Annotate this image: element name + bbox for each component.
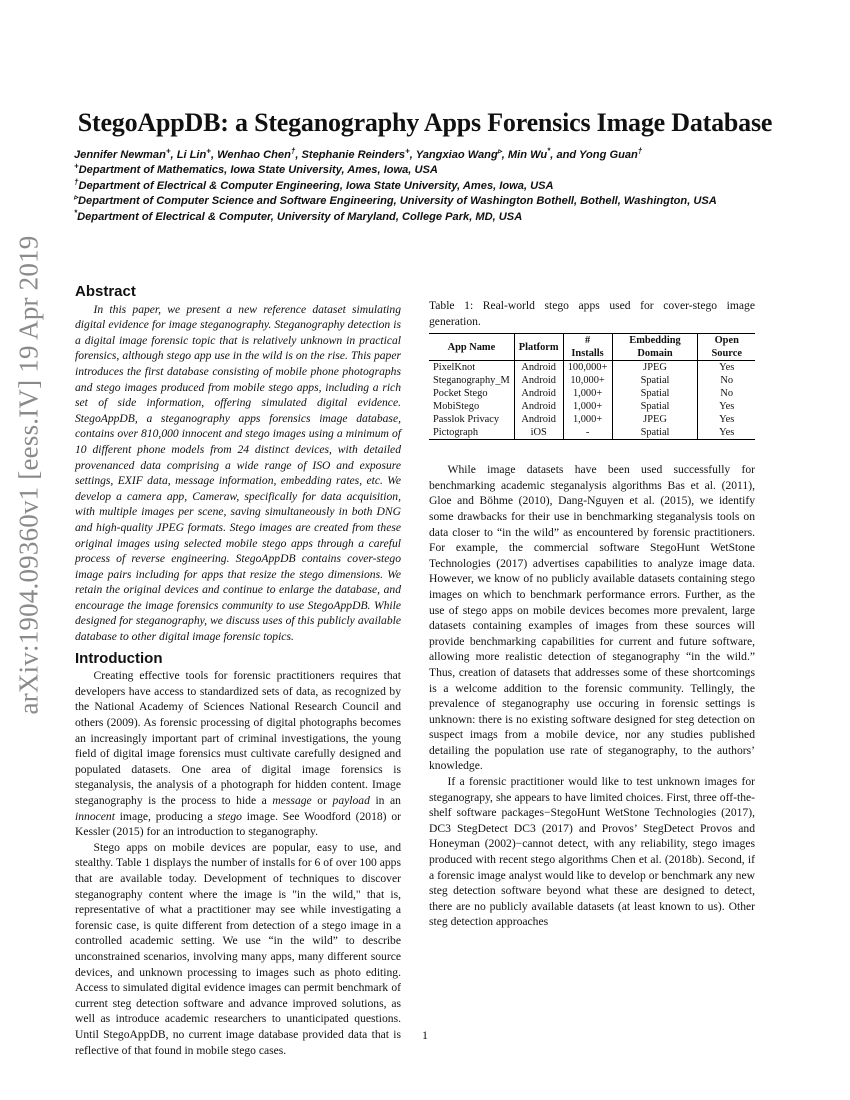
table-cell: Pocket Stego bbox=[433, 388, 488, 400]
table-cell: Spatial bbox=[612, 374, 698, 387]
table-row bbox=[429, 361, 755, 375]
left-column bbox=[75, 284, 401, 1058]
author-mark: * bbox=[547, 146, 551, 156]
table-cell: Yes bbox=[698, 426, 755, 440]
table-header-cell: App Name bbox=[447, 341, 496, 353]
affiliation-text: Department of Electrical & Computer, University of Maryland, College Park, MD, USA bbox=[77, 210, 523, 223]
affiliation-mark: * bbox=[74, 207, 78, 217]
author-mark: ▹ bbox=[497, 146, 502, 156]
page-number: 1 bbox=[422, 1028, 428, 1042]
author-mark: † bbox=[637, 146, 643, 156]
table-cell: 1,000+ bbox=[563, 387, 612, 400]
intro-text: image. See Woodford (2018) or Kessler (2015) for an introduction to steganography. bbox=[75, 809, 401, 839]
author-name: Stephanie Reinders bbox=[301, 149, 406, 161]
author-name: Wenhao Chen bbox=[217, 149, 291, 161]
table-cell: Passlok Privacy bbox=[433, 414, 500, 426]
author-name: Yangxiao Wang bbox=[415, 149, 498, 161]
right-column bbox=[429, 288, 755, 930]
author-block bbox=[74, 148, 794, 225]
table-cell: Yes bbox=[698, 413, 755, 426]
abstract-text: In this paper, we present a new reference dataset simulating digital evidence for image steganography. Steganography detection is a digital image forensic topic that is relatively unknown in practical forensics, although stego app use in the wild is on the rise. This paper introduces the first database consisting of mobile phone photographs and stego images produced from mobile stego apps, including a rich set of side information, offering simulated digital evidence. StegoAppDB, a steganography apps forensics image database, contains over 810,000 innocent and stego images using a minimum of 10 different phone models from 24 distinct devices, with detailed provenanced data comprising a wide range of ISO and exposure settings, EXIF data, message information, embedding rates, etc. We develop a camera app, Cameraw, specifically for data acquisition, with multiple images per scene, saving simultaneously in both DNG and high-quality JPEG formats. Stego images are created from these original images using selected mobile stego apps through a careful process of reverse engineering. StegoAppDB contains cover-stego image pairs including for apps that resize the stego dimensions. We retain the original devices and continue to enlarge the database, and encourage the image forensics community to use StegoAppDB. While designed for steganography, we discuss uses of this publicly available database to other digital image forensic topics. bbox=[75, 302, 401, 644]
table-row bbox=[429, 374, 755, 387]
table-header-cell: # Installs bbox=[563, 334, 612, 361]
intro-text: or bbox=[311, 794, 333, 807]
affiliation-mark: ▹ bbox=[74, 192, 79, 202]
author-name: Min Wu bbox=[507, 149, 548, 161]
affiliation bbox=[74, 194, 794, 209]
stego-apps-table bbox=[429, 333, 755, 440]
affiliation-text: Department of Electrical & Computer Engineering, Iowa State University, Ames, Iowa, USA bbox=[78, 179, 554, 192]
table-cell: JPEG bbox=[612, 361, 698, 375]
intro-term: innocent bbox=[75, 809, 115, 823]
affiliation bbox=[74, 207, 794, 225]
table-cell: iOS bbox=[514, 426, 563, 440]
table-header-row bbox=[429, 334, 755, 361]
intro-text: in an bbox=[369, 794, 401, 807]
affiliation-mark: + bbox=[74, 161, 79, 171]
intro-term: message bbox=[272, 794, 312, 807]
table-cell: Android bbox=[514, 361, 563, 375]
affiliation-text: Department of Computer Science and Software Engineering, University of Washington Bothell, Bothell, Washington, USA bbox=[78, 195, 717, 208]
author-mark: + bbox=[405, 146, 410, 156]
table-cell: 1,000+ bbox=[563, 400, 612, 413]
author-mark: + bbox=[165, 146, 171, 156]
table-row bbox=[429, 400, 755, 413]
table-cell: Android bbox=[514, 387, 563, 400]
table-cell: Spatial bbox=[612, 426, 698, 440]
affiliation bbox=[74, 179, 794, 194]
table-cell: 10,000+ bbox=[563, 374, 612, 387]
table-cell: - bbox=[563, 426, 612, 440]
arxiv-stamp bbox=[0, 0, 58, 1100]
author-list: Jennifer Newman+, Li Lin+, Wenhao Chen†, Stephanie Reinders+, Yangxiao Wang▹, Min Wu*, and Yong Guan† bbox=[74, 146, 643, 161]
intro-text: Creating effective tools for forensic practitioners requires that developers have access to standardized sets of data, as recognized by the National Academy of Sciences National Research Council and others (2009). As forensic processing of digital photographs becomes an increasingly important part of criminal investigations, the young field of digital image forensics must cultivate carefully designed and populated datasets. One area of digital image forensics is steganalysis, the analysis of a photograph for hidden content. Image steganography is the process to hide a bbox=[75, 669, 401, 807]
table-header-cell: Open Source bbox=[698, 334, 755, 361]
intro-paragraph: While image datasets have been used successfully for benchmarking academic steganalysis algorithms Bas et al. (2011), Gloe and Böhme (2010), Dang-Nguyen et al. (2015), we identify some drawbacks for their use in benchmarking steganalysis tools on data closer to “in the wild” as encountered by forensic practitioners. For example, the commercial software StegoHunt WetStone Technologies (2017) advertises capabilities to analyze image data. However, we know of no publicly available datasets containing stego images on which to benchmark performance errors. Further, as the use of stego apps on mobile devices becomes more prevalent, large datasets containing examples of images from these sources will provide benchmarking capabilities for current and future software, allowing more realistic detection of steganography “in the wild.” Thus, creation of datasets that addresses some of these shortcomings is a welcome addition to the forensic community. Tellingly, the prevalence of steganography use occuring in forensic settings is unknown: there is no existing software designed for steg detection on suspect imags from a mobile device, nor any studies published detailing the population use rate of steganography, to the authors’ knowledge. bbox=[429, 463, 755, 773]
table-cell: Android bbox=[514, 413, 563, 426]
intro-text: image, producing a bbox=[114, 809, 218, 823]
introduction-heading: Introduction bbox=[75, 649, 163, 667]
abstract-heading: Abstract bbox=[75, 283, 136, 300]
author-name: Li Lin bbox=[176, 149, 207, 161]
affiliation-mark: † bbox=[74, 177, 79, 187]
author-name: Jennifer Newman bbox=[74, 149, 166, 161]
paper-title: StegoAppDB: a Steganography Apps Forensics Image Database bbox=[77, 108, 773, 137]
table-row bbox=[429, 387, 755, 400]
table-cell: Steganography_M bbox=[433, 375, 510, 387]
table-cell: No bbox=[698, 374, 755, 387]
table-cell: No bbox=[698, 387, 755, 400]
author-name: and Yong Guan bbox=[556, 149, 638, 161]
arxiv-identifier: arXiv:1904.09360v1 [eess.IV] 19 Apr 2019 bbox=[13, 235, 44, 715]
table-cell: 1,000+ bbox=[563, 413, 612, 426]
affiliation-text: Department of Mathematics, Iowa State University, Ames, Iowa, USA bbox=[78, 164, 438, 177]
affiliation bbox=[74, 163, 794, 178]
table-cell: MobiStego bbox=[433, 401, 480, 413]
table-cell: Spatial bbox=[612, 400, 698, 413]
table-cell: Pictograph bbox=[433, 427, 479, 439]
author-mark: † bbox=[290, 146, 296, 156]
intro-paragraph: If a forensic practitioner would like to test unknown images for steganograpy, she appears to have limited choices. First, three off-the-shelf software packages−StegoHunt WetStone Technologies (2017), DC3 StegDetect DC3 (2017) and Provos’ StegDetect Provos and Honeyman (2002)−cannot detect, with any reliability, stego images produced with recent stego algorithms Chen et al. (2018b). Second, if a forensic image analyst would like to develop or benchmark any new steg detection software beyond what these are designed to detect, there are no publicly available datasets (at least known to us). Other steg detection approaches bbox=[429, 775, 755, 929]
table-cell: JPEG bbox=[612, 413, 698, 426]
table-cell: Yes bbox=[698, 361, 755, 375]
table-caption: Table 1: Real-world stego apps used for cover-stego image generation. bbox=[429, 299, 755, 328]
table-cell: Android bbox=[514, 400, 563, 413]
table-row bbox=[429, 413, 755, 426]
table-header-cell: Embedding Domain bbox=[612, 334, 698, 361]
table-row bbox=[429, 426, 755, 440]
intro-term: payload bbox=[332, 794, 370, 807]
table-header-cell: Platform bbox=[514, 334, 563, 361]
table-cell: PixelKnot bbox=[433, 362, 476, 374]
intro-paragraph: Stego apps on mobile devices are popular, easy to use, and stealthy. Table 1 displays the number of installs for 6 of over 100 apps that are available today. Development of techniques to discover steganography content where the image is "in the wild," that is, representative of what a practitioner may see while investigating a forensic case, is quite different from detection of a stego image in a controlled academic setting. We use “in the wild” to describe unconstrained scenarios, involving many apps, many different source devices, and unknown processing to images such as photo editing. Access to simulated digital evidence images can permit benchmark of current steg detection software and advance improved solutions, as well as introduce academic researchers to unanticipated questions. Until StegoAppDB, no current image database provided data that is reflective of that found in mobile stego cases. bbox=[75, 840, 401, 1057]
table-cell: 100,000+ bbox=[563, 361, 612, 375]
table-cell: Spatial bbox=[612, 387, 698, 400]
table-cell: Yes bbox=[698, 400, 755, 413]
intro-paragraph bbox=[75, 668, 401, 840]
table-cell: Android bbox=[514, 374, 563, 387]
intro-term: stego bbox=[217, 809, 242, 823]
author-mark: + bbox=[206, 146, 211, 156]
